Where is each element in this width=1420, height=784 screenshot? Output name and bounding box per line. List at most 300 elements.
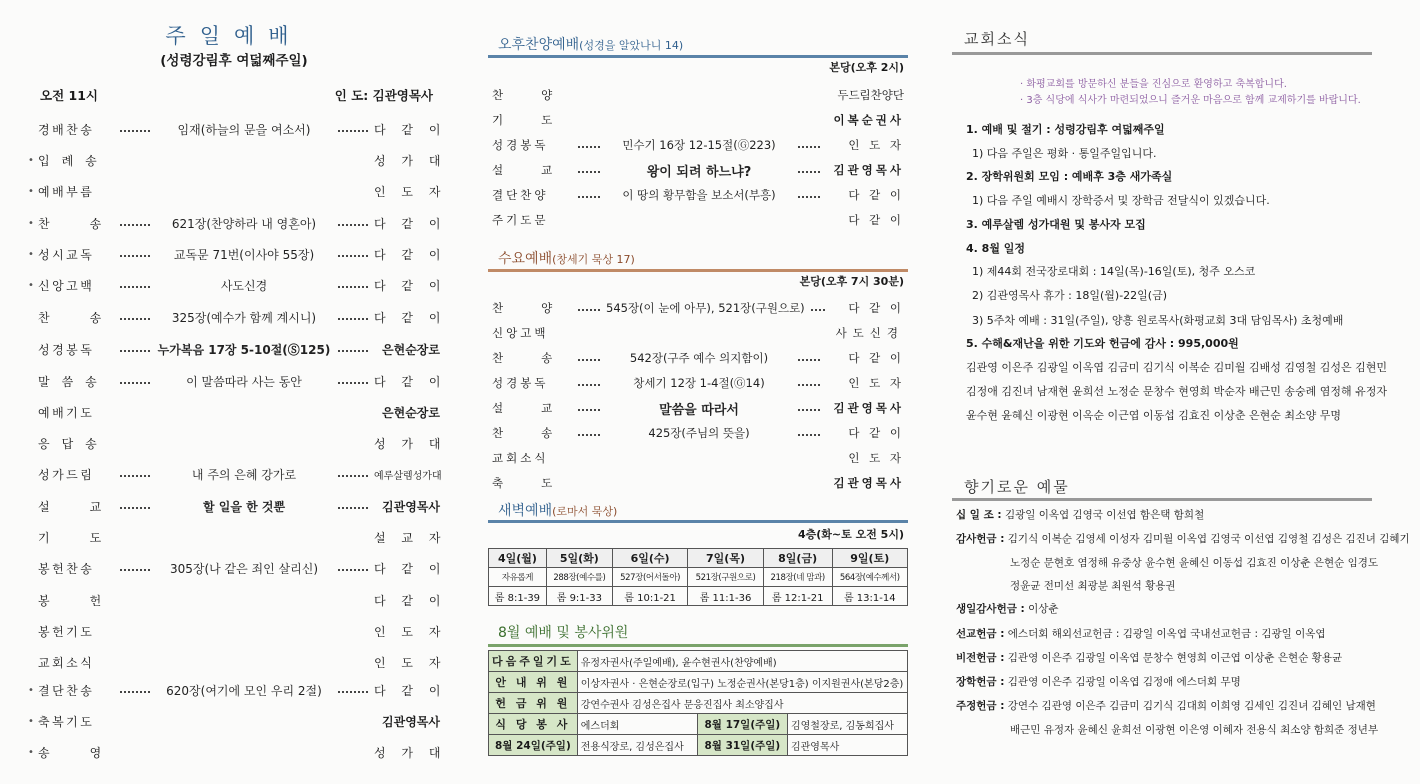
leader-dots bbox=[578, 434, 600, 436]
order-item bbox=[28, 151, 447, 169]
offering-names: 김기식 이복순 김영세 이성자 김미월 이옥엽 김영국 이선엽 김영철 김성은 김진녀 김혜기 bbox=[1007, 533, 1410, 545]
order-item bbox=[28, 559, 447, 577]
order-item-detail: 325장(예수가 함께 계시니) bbox=[171, 310, 317, 325]
order-item-content bbox=[114, 498, 374, 515]
order-item bbox=[28, 497, 440, 515]
order-item-detail: 305장(나 같은 죄인 살리신) bbox=[169, 561, 319, 576]
news-item: 2. 장학위원회 모임 : 예배후 3층 새가족실 bbox=[966, 170, 1173, 183]
service-order-person: 두드림찬양단 bbox=[837, 88, 904, 102]
date-31: 8월 31일(주일) bbox=[697, 735, 787, 756]
order-item bbox=[28, 434, 447, 452]
dawn-days-row bbox=[489, 549, 908, 568]
leader-dots bbox=[578, 146, 600, 148]
leader-dots bbox=[120, 318, 150, 320]
order-item-label: 기도 bbox=[38, 530, 142, 545]
bullet-icon: • bbox=[28, 248, 34, 260]
order-item-person: 설 교 자 bbox=[374, 530, 447, 545]
service-order-item bbox=[492, 161, 904, 179]
bullet-icon: • bbox=[28, 715, 34, 727]
service-order-detail: 창세기 12장 1-4절(Ⓖ14) bbox=[633, 376, 765, 390]
order-item-detail: 임재(하늘의 문을 여소서) bbox=[177, 122, 311, 137]
service-order-content bbox=[572, 482, 826, 484]
dawn-schedule-table bbox=[488, 548, 908, 606]
offerings-title: 향기로운 예물 bbox=[964, 478, 1070, 496]
order-item bbox=[28, 528, 447, 546]
order-item-content bbox=[114, 121, 374, 138]
service-order-detail: 이 땅의 황무함을 보소서(부흥) bbox=[622, 188, 776, 202]
meal-value: 에스더회 bbox=[577, 714, 697, 735]
service-order-person: 사도신경 bbox=[835, 326, 904, 340]
offering-names: 이상춘 bbox=[1028, 603, 1059, 615]
news-item: 4. 8월 일정 bbox=[966, 242, 1026, 255]
news-item: 5. 수해&재난을 위한 기도와 헌금에 감사 : 995,000원 bbox=[966, 337, 1239, 350]
order-item-label: 성가드림 bbox=[38, 467, 95, 482]
services-column bbox=[488, 0, 908, 784]
service-order-person: 다 같 이 bbox=[848, 426, 904, 440]
service-row bbox=[489, 714, 908, 735]
service-order-content bbox=[572, 119, 826, 121]
service-order-label: 주기도문 bbox=[492, 213, 549, 227]
service-order-person: 김관영목사 bbox=[833, 401, 904, 415]
service-order-item bbox=[492, 424, 904, 442]
dawn-hymn: 288장(예수를) bbox=[546, 568, 612, 587]
order-item-content bbox=[114, 215, 374, 232]
news-item: 1) 제44회 전국장로대회 : 14일(목)-16일(토), 청주 오스코 bbox=[972, 265, 1256, 278]
service-order-person: 김관영목사 bbox=[833, 163, 904, 177]
service-order-content bbox=[572, 399, 826, 418]
leader-dots bbox=[578, 309, 600, 311]
wednesday-rule bbox=[488, 269, 908, 272]
order-item-content bbox=[114, 309, 374, 326]
wednesday-heading bbox=[498, 248, 635, 268]
order-item bbox=[28, 653, 447, 671]
order-item-content bbox=[114, 661, 374, 663]
service-order-content bbox=[572, 375, 826, 391]
leader-dots bbox=[120, 475, 150, 477]
leader-dots bbox=[798, 171, 820, 173]
service-order-item bbox=[492, 111, 904, 129]
service-order-item bbox=[492, 449, 904, 467]
order-item bbox=[28, 403, 440, 421]
order-item-content bbox=[114, 411, 374, 413]
service-order-content bbox=[572, 457, 826, 459]
order-item-label: 결단찬송 bbox=[38, 683, 95, 698]
offering-names: 강연수 김관영 이은주 김금미 김기식 김대희 이희영 김세인 김진녀 김혜인 남재현 bbox=[1007, 700, 1376, 712]
order-item-content bbox=[114, 159, 374, 161]
order-item-detail: 교독문 71번(이사야 55장) bbox=[173, 247, 315, 262]
news-item: 1) 다음 주일은 평화 · 통일주일입니다. bbox=[972, 147, 1157, 160]
dawn-reading: 롬 10:1-21 bbox=[612, 587, 687, 606]
order-item-person: 김관영목사 bbox=[382, 499, 440, 514]
service-order-content bbox=[572, 187, 826, 203]
service-order-label: 설교 bbox=[492, 401, 591, 415]
order-item-content bbox=[114, 277, 374, 294]
service-row-head: 다음주일기도 bbox=[489, 651, 578, 672]
dawn-hymn: 564장(예수께서) bbox=[832, 568, 907, 587]
news-item: 1) 다음 주일 예배시 장학증서 및 장학금 전달식이 있겠습니다. bbox=[972, 194, 1270, 207]
offering-item bbox=[956, 626, 1326, 641]
offering-item bbox=[956, 531, 1410, 546]
service-order-content bbox=[572, 332, 826, 334]
order-item-label: 성시교독 bbox=[38, 247, 95, 262]
order-item-content bbox=[114, 190, 374, 192]
order-item-label: 설교 bbox=[38, 499, 142, 514]
leader-dots bbox=[338, 569, 368, 571]
date-17: 8월 17일(주일) bbox=[697, 714, 787, 735]
service-order-person: 다 같 이 bbox=[848, 213, 904, 227]
service-order-detail: 민수기 16장 12-15절(Ⓖ223) bbox=[622, 138, 776, 152]
service-order-label: 결단찬양 bbox=[492, 188, 549, 202]
service-order-label: 성경봉독 bbox=[492, 138, 549, 152]
order-item bbox=[28, 214, 447, 232]
service-row-head: 안 내 위 원 bbox=[489, 672, 578, 693]
leader-dots bbox=[120, 255, 150, 257]
service-table bbox=[488, 650, 908, 756]
service-order-detail: 왕이 되려 하느냐? bbox=[646, 164, 752, 180]
leader-dots bbox=[798, 196, 820, 198]
service-order-label: 교회소식 bbox=[492, 451, 549, 465]
service-order-person: 김관영목사 bbox=[833, 476, 904, 490]
offering-item bbox=[956, 601, 1059, 616]
dawn-hymn: 자유롭게 bbox=[489, 568, 547, 587]
order-item-person: 다 같 이 bbox=[374, 247, 447, 262]
order-item bbox=[28, 591, 447, 609]
order-item bbox=[28, 622, 447, 640]
leader-dots bbox=[120, 350, 150, 352]
leader-dots bbox=[338, 350, 368, 352]
date-24: 8월 24일(주일) bbox=[489, 735, 578, 756]
leader-dots bbox=[798, 146, 820, 148]
dawn-reading: 롬 13:1-14 bbox=[832, 587, 907, 606]
service-rule bbox=[488, 644, 908, 647]
order-item-content bbox=[114, 560, 374, 577]
order-item-label: 찬송 bbox=[38, 216, 142, 231]
leader-dots bbox=[578, 384, 600, 386]
dawn-place: 4층(화~토 오전 5시) bbox=[798, 528, 904, 541]
news-item: 김정애 김진녀 남재현 윤희선 노정순 문창수 현영희 박순자 배근민 송숭례 염정해 유정자 bbox=[966, 385, 1387, 398]
order-item-detail: 이 말씀따라 사는 동안 bbox=[186, 374, 302, 389]
service-row bbox=[489, 651, 908, 672]
dawn-reading: 롬 11:1-36 bbox=[688, 587, 763, 606]
offering-type: 주정헌금 : bbox=[956, 700, 1005, 712]
order-item-person: 예루살렘성가대 bbox=[374, 470, 442, 482]
order-item bbox=[28, 308, 447, 326]
service-order-label: 기도 bbox=[492, 113, 591, 127]
service-order-detail: 말씀을 따라서 bbox=[659, 402, 739, 418]
service-order-item bbox=[492, 474, 904, 492]
leader-dots bbox=[798, 384, 820, 386]
order-item bbox=[28, 276, 447, 294]
order-item bbox=[28, 712, 440, 730]
order-item-label: 교회소식 bbox=[38, 655, 95, 670]
dawn-hymn: 218장(네 맘과) bbox=[763, 568, 832, 587]
service-order-content bbox=[572, 94, 826, 96]
service-order-label: 성경봉독 bbox=[492, 376, 549, 390]
order-item-person: 인 도 자 bbox=[374, 624, 447, 639]
service-order-label: 축도 bbox=[492, 476, 591, 490]
service-order-content bbox=[572, 300, 826, 316]
welcome-line: · 화평교회를 방문하신 분들을 진심으로 환영하고 축복합니다. bbox=[1020, 79, 1287, 90]
dawn-reading: 롬 12:1-21 bbox=[763, 587, 832, 606]
service-order-label: 찬송 bbox=[492, 426, 591, 440]
service-order-item bbox=[492, 299, 904, 317]
service-order-label: 찬양 bbox=[492, 88, 591, 102]
wednesday-place: 본당(오후 7시 30분) bbox=[799, 275, 904, 288]
order-item-label: 응답송 bbox=[38, 436, 109, 451]
dawn-heading bbox=[498, 500, 617, 520]
order-item-content bbox=[114, 720, 374, 722]
order-item-person: 다 같 이 bbox=[374, 561, 447, 576]
date-17-value: 김영철장로, 김동희집사 bbox=[787, 714, 907, 735]
dawn-day: 6일(수) bbox=[612, 549, 687, 568]
bullet-icon: • bbox=[28, 185, 34, 197]
service-row-value: 유정자권사(주일예배), 윤수현권사(찬양예배) bbox=[577, 651, 907, 672]
date-24-value: 전용식장로, 김성은집사 bbox=[577, 735, 697, 756]
order-item-label: 신앙고백 bbox=[38, 278, 95, 293]
dawn-hymn: 521장(구원으로) bbox=[688, 568, 763, 587]
service-heading: 8월 예배 및 봉사위원 bbox=[498, 625, 629, 641]
order-item-label: 봉헌 bbox=[38, 593, 142, 608]
service-order-content bbox=[572, 137, 826, 153]
order-item-content bbox=[114, 466, 374, 483]
service-row-value: 이상자권사 · 은현순장로(입구) 노정순권사(본당1층) 이지원권사(본당2층) bbox=[577, 672, 907, 693]
offering-type: 선교헌금 : bbox=[956, 628, 1005, 640]
offering-item bbox=[1010, 555, 1378, 570]
service-order-person: 다 같 이 bbox=[848, 351, 904, 365]
order-item-person: 인 도 자 bbox=[374, 655, 447, 670]
order-item-detail: 누가복음 17장 5-10절(Ⓢ125) bbox=[157, 342, 331, 357]
order-item-label: 입례송 bbox=[38, 153, 109, 168]
order-item bbox=[28, 182, 447, 200]
bullet-icon: • bbox=[28, 279, 34, 291]
worship-time: 오전 11시 bbox=[40, 88, 98, 103]
order-item-person: 은현순장로 bbox=[382, 342, 440, 357]
order-item-label: 경배찬송 bbox=[38, 122, 95, 137]
order-item-detail: 620장(여기에 모인 우리 2절) bbox=[166, 683, 322, 698]
wednesday-title: 수요예배 bbox=[498, 251, 553, 267]
dawn-title: 새벽예배 bbox=[498, 503, 553, 519]
news-item: 1. 예배 및 절기 : 성령강림후 여덟째주일 bbox=[966, 123, 1165, 136]
offering-type: 장학헌금 : bbox=[956, 676, 1005, 688]
order-item-content bbox=[114, 599, 374, 601]
offering-names: 김관영 이은주 김광일 이옥엽 김정애 에스더회 무명 bbox=[1007, 676, 1241, 688]
order-item-person: 성 가 대 bbox=[374, 153, 447, 168]
order-item-person: 다 같 이 bbox=[374, 310, 447, 325]
service-order-item bbox=[492, 399, 904, 417]
service-order-item bbox=[492, 86, 904, 104]
afternoon-title: 오후찬양예배 bbox=[498, 37, 580, 53]
order-item-person: 다 같 이 bbox=[374, 374, 447, 389]
dawn-reading: 롬 8:1-39 bbox=[489, 587, 547, 606]
service-order-content bbox=[572, 350, 826, 366]
leader-dots bbox=[120, 507, 150, 509]
leader-dots bbox=[811, 309, 826, 311]
order-item bbox=[28, 465, 440, 483]
order-item bbox=[28, 340, 440, 358]
leader-dots bbox=[578, 196, 600, 198]
offering-names: 노정순 문현호 염정해 유중상 윤수현 윤혜신 이동섭 김효진 이상춘 은현순 임경도 bbox=[1010, 557, 1379, 569]
wednesday-subtitle: (창세기 묵상 17) bbox=[552, 253, 635, 266]
order-item-person: 은현순장로 bbox=[382, 405, 440, 420]
leader-dots bbox=[578, 409, 600, 411]
leader-dots bbox=[338, 255, 368, 257]
order-item-content bbox=[114, 442, 374, 444]
service-order-person: 인 도 자 bbox=[848, 451, 904, 465]
offering-type: 십 일 조 : bbox=[956, 509, 1002, 521]
order-item-label: 축복기도 bbox=[38, 714, 95, 729]
dawn-day: 9일(토) bbox=[832, 549, 907, 568]
service-order-content bbox=[572, 219, 826, 221]
order-item-content bbox=[114, 630, 374, 632]
offering-names: 에스더회 해외선교헌금 : 김광일 이옥엽 국내선교헌금 : 김광일 이옥엽 bbox=[1007, 628, 1326, 640]
order-item bbox=[28, 681, 447, 699]
offering-names: 김관영 이은주 김광일 이옥엽 문창수 현영희 이근엽 이상춘 은현순 황용균 bbox=[1007, 652, 1343, 664]
dawn-hymn: 527장(어서돌아) bbox=[612, 568, 687, 587]
service-order-item bbox=[492, 324, 904, 342]
service-order-detail: 425장(주님의 뜻을) bbox=[648, 426, 750, 440]
bullet-icon: • bbox=[28, 684, 34, 696]
service-order-person: 인 도 자 bbox=[848, 138, 904, 152]
order-item-person: 성 가 대 bbox=[374, 436, 447, 451]
news-item: 3) 5주차 예배 : 31일(주일), 양흥 원로목사(화평교회 3대 담임목사) 초청예배 bbox=[972, 314, 1344, 327]
service-order-item bbox=[492, 136, 904, 154]
order-item-content bbox=[114, 373, 374, 390]
service-order-person: 인 도 자 bbox=[848, 376, 904, 390]
service-order-content bbox=[572, 425, 826, 441]
leader-dots bbox=[120, 569, 150, 571]
order-item-label: 성경봉독 bbox=[38, 342, 95, 357]
service-order-label: 찬송 bbox=[492, 351, 591, 365]
order-item-person: 다 같 이 bbox=[374, 122, 447, 137]
offering-item bbox=[956, 698, 1376, 713]
order-item-detail: 내 주의 은혜 강가로 bbox=[191, 467, 297, 482]
order-item-person: 성 가 대 bbox=[374, 745, 447, 760]
order-item-person: 다 같 이 bbox=[374, 593, 447, 608]
service-order-content bbox=[572, 161, 826, 180]
bullet-icon: • bbox=[28, 154, 34, 166]
service-order-item bbox=[492, 211, 904, 229]
leader-dots bbox=[578, 359, 600, 361]
order-item-label: 예배부름 bbox=[38, 184, 95, 199]
meal-head: 식 당 봉 사 bbox=[489, 714, 578, 735]
offering-names: 김광일 이옥엽 김영국 이선엽 함은택 함희철 bbox=[1004, 509, 1205, 521]
service-row-value: 강연수권사 김성은집사 문응진집사 최소양집사 bbox=[577, 693, 907, 714]
dawn-day: 5일(화) bbox=[546, 549, 612, 568]
service-row-head: 헌 금 위 원 bbox=[489, 693, 578, 714]
worship-leader: 인 도: 김관영목사 bbox=[334, 88, 433, 103]
news-column bbox=[952, 0, 1410, 784]
date-31-value: 김관영목사 bbox=[787, 735, 907, 756]
dawn-rule bbox=[488, 520, 908, 523]
order-item bbox=[28, 743, 447, 761]
order-item-content bbox=[114, 536, 374, 538]
news-item: 3. 예루살렘 성가대원 및 봉사자 모집 bbox=[966, 218, 1146, 231]
afternoon-place: 본당(오후 2시) bbox=[829, 61, 904, 74]
order-item-label: 봉헌기도 bbox=[38, 624, 95, 639]
dawn-day: 8일(금) bbox=[763, 549, 832, 568]
news-rule bbox=[952, 52, 1372, 55]
offering-item bbox=[956, 650, 1342, 665]
order-item bbox=[28, 245, 447, 263]
leader-dots bbox=[338, 224, 368, 226]
welcome-line: · 3층 식당에 식사가 마련되었으니 즐거운 마음으로 함께 교제하기를 바랍니다. bbox=[1020, 95, 1361, 106]
order-item-person: 다 같 이 bbox=[374, 683, 447, 698]
service-order-label: 찬양 bbox=[492, 301, 591, 315]
order-item-detail: 사도신경 bbox=[220, 278, 268, 293]
order-item bbox=[28, 120, 447, 138]
service-order-label: 설교 bbox=[492, 163, 591, 177]
dawn-day: 7일(목) bbox=[688, 549, 763, 568]
order-item bbox=[28, 372, 447, 390]
service-order-item bbox=[492, 349, 904, 367]
service-row bbox=[489, 693, 908, 714]
order-item-detail: 621장(찬양하라 내 영혼아) bbox=[171, 216, 317, 231]
leader-dots bbox=[120, 382, 150, 384]
service-order-person: 이복순권사 bbox=[833, 113, 904, 127]
worship-subtitle: (성령강림후 여덟째주일) bbox=[160, 53, 308, 69]
dawn-reading: 롬 9:1-33 bbox=[546, 587, 612, 606]
leader-dots bbox=[798, 359, 820, 361]
leader-dots bbox=[120, 286, 150, 288]
order-item-person: 다 같 이 bbox=[374, 278, 447, 293]
order-item-content bbox=[114, 246, 374, 263]
offerings-rule bbox=[952, 498, 1372, 501]
offering-item bbox=[1010, 722, 1378, 737]
leader-dots bbox=[120, 691, 150, 693]
news-item: 윤수현 윤혜신 이광현 이옥순 이근엽 이동섭 김효진 이상춘 은현순 최소양 무명 bbox=[966, 409, 1341, 422]
order-item-label: 말씀송 bbox=[38, 374, 109, 389]
order-item-content bbox=[114, 751, 374, 753]
bullet-icon: • bbox=[28, 746, 34, 758]
order-item-label: 찬송 bbox=[38, 310, 142, 325]
service-order-item bbox=[492, 186, 904, 204]
offering-type: 감사헌금 : bbox=[956, 533, 1005, 545]
afternoon-heading bbox=[498, 34, 683, 54]
offering-type: 생일감사헌금 : bbox=[956, 603, 1025, 615]
news-item: 2) 김관영목사 휴가 : 18일(월)-22일(금) bbox=[972, 289, 1167, 302]
service-order-detail: 545장(이 눈에 아무), 521장(구원으로) bbox=[606, 301, 805, 315]
dawn-readings-row bbox=[489, 587, 908, 606]
dawn-day: 4일(월) bbox=[489, 549, 547, 568]
order-item-person: 인 도 자 bbox=[374, 184, 447, 199]
leader-dots bbox=[338, 382, 368, 384]
worship-title: 주일예배 bbox=[165, 24, 303, 48]
order-item-person: 김관영목사 bbox=[382, 714, 440, 729]
news-title: 교회소식 bbox=[964, 30, 1030, 48]
leader-dots bbox=[338, 475, 368, 477]
news-item: 김관영 이은주 김광일 이옥엽 김금미 김기식 이복순 김미월 김배성 김영철 김성은 김현민 bbox=[966, 361, 1387, 374]
service-row bbox=[489, 672, 908, 693]
afternoon-subtitle: (성경을 알았나니 14) bbox=[579, 39, 684, 52]
leader-dots bbox=[338, 507, 368, 509]
service-order-item bbox=[492, 374, 904, 392]
offering-item bbox=[956, 507, 1204, 522]
sunday-worship-column bbox=[28, 0, 447, 784]
order-item-label: 봉헌찬송 bbox=[38, 561, 95, 576]
leader-dots bbox=[120, 130, 150, 132]
leader-dots bbox=[798, 434, 820, 436]
offering-names: 배근민 유정자 윤혜신 윤희선 이광현 이은영 이혜자 전용식 최소양 함희준 정년부 bbox=[1010, 724, 1379, 736]
bullet-icon: • bbox=[28, 217, 34, 229]
service-order-label: 신앙고백 bbox=[492, 326, 549, 340]
order-item-label: 송영 bbox=[38, 745, 142, 760]
service-row bbox=[489, 735, 908, 756]
service-order-detail: 542장(구주 예수 의지함이) bbox=[629, 351, 769, 365]
dawn-subtitle: (로마서 묵상) bbox=[552, 505, 618, 518]
order-item-detail: 할 일을 한 것뿐 bbox=[202, 499, 286, 514]
leader-dots bbox=[578, 171, 600, 173]
order-item-content bbox=[114, 682, 374, 699]
